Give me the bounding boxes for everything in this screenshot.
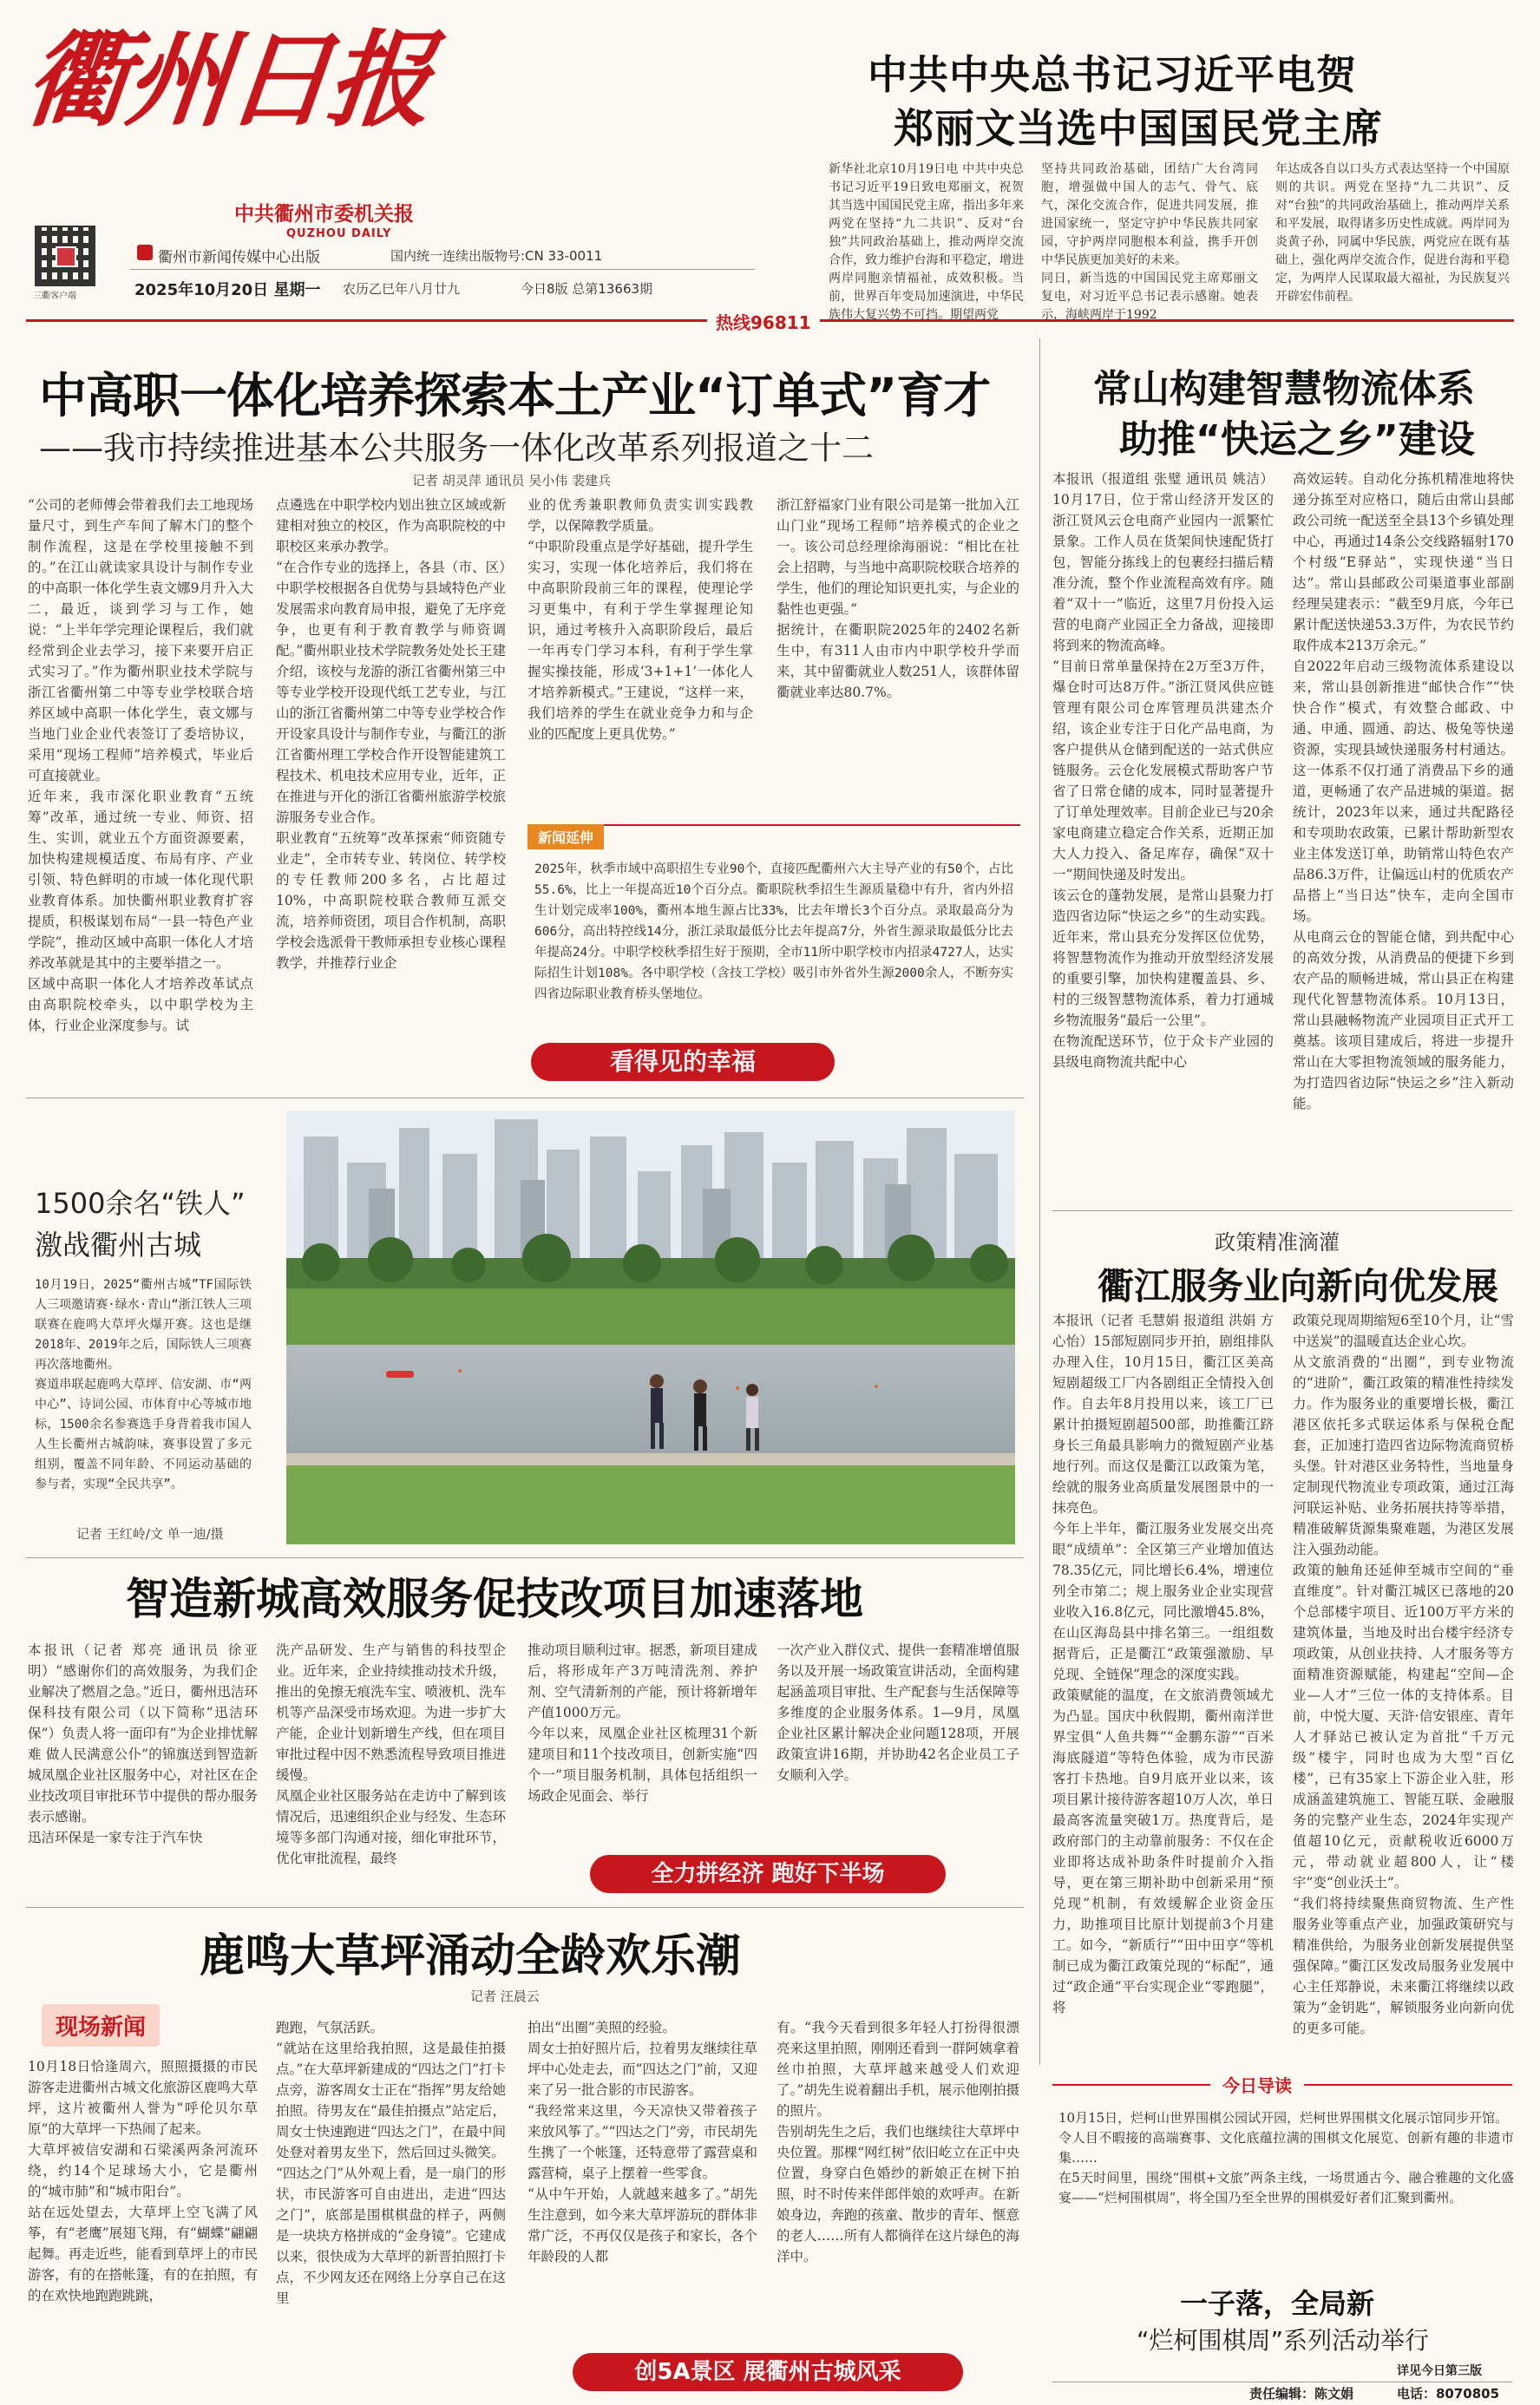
service-headline: 衢江服务业向新向优发展: [1098, 1265, 1499, 1307]
lead-col-3: 年达成各自以口头方式表达坚持一个中国原则的共识。两党在坚持“九二共识”、反对“台独”的共同政治基础上，推动两岸关系和平发展，取得诸多历史性成就。两岸同为炎黄子孙，同属中华民族，两党应在既有基础上，强化两岸交流合作，促进台海和平稳定，为两岸人民谋取最大福祉，为民族复兴开辟宏伟前程。: [1275, 162, 1510, 304]
lawn-col-1: 10月18日恰逢周六，照照摄摄的市民游客走进衢州古城文化旅游区鹿鸣大草坪，这片被衢州人誉为“呼伦贝尔草原”的大草坪一下热闹了起来。 大草坪被信安湖和石梁溪两条河流环绕，约14个足球场大小，它是衢州的“城市肺”和“城市阳台”。 站在远处望去，大草坪上空飞满了风筝，有“老鹰”展翅飞翔，有“蝴蝶”翩翩起舞。再走近些，能看到草坪上的市民游客，有的在搭帐篷，有的在拍照，有的在欢快地跑跑跳跳，: [28, 2059, 258, 2303]
vocational-col-2: 点遴选在中职学校内划出独立区域或新建相对独立的校区，作为高职院校的中职校区来承办教学。 “在合作专业的选择上，各县（市、区）中职学校根据各自优势与县域特色产业发展需求向教育局申报，避免了无序竞争，也更有利于教育教学与师资调配。”衢州职业技术学院教务处处长王建介绍，该校与龙游的浙江省衢州第三中等专业学校开设现代纸工艺专业，与江山的浙江省衢州第二中等专业学校合作开设家具设计与制作专业，与衢江的浙江省衢州理工学校合作开设智能建筑工程技术、机电技术应用专业，近年，正在推进与开化的浙江省衢州旅游学校旅游服务专业合作。 职业教育“五统筹”改革探索“师资随专业走”，全市转专业、转岗位、转学校的专任教师200多名，占比超过10%，中高职院校联合教师互派交流，培养师资团，项目合作机制，高职学校会选派骨干教师承担专业核心课程教学，并推荐行业企: [276, 497, 506, 971]
smart-banner: 全力拼经济 跑好下半场: [590, 1855, 946, 1893]
right-col-divider: [1039, 338, 1040, 2065]
lawn-section-label: 现场新闻: [42, 2004, 160, 2047]
guide-headline-2: “烂柯围棋周”系列活动举行: [1137, 2326, 1430, 2355]
guide-headline-1: 一子落，全局新: [1180, 2287, 1375, 2320]
smart-col-4: 一次产业入群仪式、提供一套精准增值服务以及开展一场政策宣讲活动，全面构建起涵盖项目审批、生产配套与生活保障等多维度的企业服务体系。1—9月，凤凰企业社区累计解决企业问题128项，开展政策宣讲16期，并协助42名企业员工子女顺利入学。: [777, 1642, 1019, 1783]
service-kicker: 政策精准滴灌: [1215, 1230, 1340, 1255]
vocational-headline: 中高职一体化培养探索本土产业“订单式”育才: [39, 368, 991, 423]
vocational-subhead: ——我市持续推进基本公共服务一体化改革系列报道之十二: [39, 429, 874, 467]
logistics-col-1: 本报讯（报道组 张璧 通讯员 姚洁）10月17日，位于常山经济开发区的浙江贤风云仓电商产业园内一派繁忙景象。工作人员在货架间快速配货打包，智能分拣线上的包裹经扫描后精准分流，整个作业流程高效有序。随着“双十一”临近，这里7月份投入运营的电商产业园正全力备战，迎接即将到来的物流高峰。 “目前日常单量保持在2万至3万件，爆仓时可达8万件。”浙江贤风供应链管理有限公司仓库管理员洪建杰介绍，该企业专注于日化产品电商，为客户提供从仓储到配送的一站式供应链服务。云仓化发展模式帮助客户节省了日常仓储的成本，同时显著提升了订单处理效率。目前企业已与20余家电商建立稳定合作关系，近期正加大人力投入、备足库存，确保“双十一”期间快递及时发出。 该云仓的蓬勃发展，是常山县聚力打造四省边际“快运之乡”的生动实践。近年来，常山县充分发挥区位优势，将智慧物流作为推动开放型经济发展的重要引擎，加快构建覆盖县、乡、村的三级智慧物流体系，着力打通城乡物流服务“最后一公里”。 在物流配送环节，位于众卡产业园的县级电商物流共配中心: [1052, 471, 1274, 1070]
masthead-party: 中共衢州市委机关报: [234, 203, 414, 226]
ironman-headline-2: 激战衢州古城: [35, 1229, 202, 1261]
sidebar-text: 2025年，秋季市域中高职招生专业90个，直接匹配衢州六大主导产业的有50个，占比55.6%，比上一年提高近10个百分点。衢职院秋季招生生源质量稳中有升，省内外招生计划完成率100%，衢州本地生源占比33%，比去年增长3个百分点。录取最高分为606分，高出特控线14分，浙江录取最低分比去年提高7分，外省生源录取最低分比去年提高24分。中职学校秋季招生好于预期，全市11所中职学校市内招录4727人，达实际招生计划108%。各中职学校（含技工学校）吸引市外省外生源2000余人，不断夯实四省边际职业教育桥头堡地位。: [534, 862, 1013, 1001]
ironman-byline: 记者 王红岭/文 单一迪/摄: [76, 1526, 224, 1542]
footer-phone: 电话：8070805: [1397, 2386, 1500, 2402]
lawn-col-3: 拍出“出圈”美照的经验。 周女士拍好照片后，拉着男友继续往草坪中心处走去，而“四达之门”前，又迎来了另一批合影的市民游客。 “我经常来这里，今天凉快又带着孩子来放风筝了。”“四达之门”旁，市民胡先生携了一个帐篷，还特意带了露营桌和露营椅，桌子上摆着一些零食。 “从中午开始，人就越来越多了。”胡先生注意到，如今来大草坪游玩的群体非常广泛，不再仅仅是孩子和家长，各个年龄段的人都: [528, 2020, 757, 2264]
masthead-rule: [130, 269, 755, 270]
guide-text: 10月15日，烂柯山世界围棋公园试开园，烂柯世界围棋文化展示馆同步开馆。 令人目不暇接的高端赛事、文化底蕴拉满的围棋文化展览、创新有趣的非遗市集…… 在5天时间里，围绕“围棋+文旅”两条主线，一场贯通古今、融合雅趣的文化盛宴——“烂柯围棋周”，将全国乃至全世界的围棋爱好者们汇聚到衢州。: [1058, 2110, 1514, 2205]
lawn-col-4: 有。“我今天看到很多年轻人打扮得很漂亮来这里拍照，刚刚还看到一群阿姨拿着丝巾拍照，大草坪越来越受人们欢迎了。”胡先生说着翻出手机，展示他刚拍摄的照片。 告别胡先生之后，我们也继续往大草坪中央位置。那棵“网红树”依旧屹立在正中央位置，身穿白色婚纱的新娘正在树下拍照，时不时传来伴郎伴娘的欢呼声。在新娘身边，奔跑的孩童、散步的青年、惬意的老人……所有人都徜徉在这片绿色的海洋中。: [777, 2020, 1019, 2264]
lawn-headline: 鹿鸣大草坪涌动全龄欢乐潮: [200, 1930, 742, 1982]
masthead: [19, 16, 460, 380]
lawn-banner: 创5A景区 展衢州古城风采: [573, 2353, 963, 2391]
section-rule-2: [1052, 1210, 1512, 1211]
lawn-col-2: 跑跑，气氛活跃。 “就站在这里给我拍照，这是最佳拍摄点。”在大草坪新建成的“四达之门”打卡点旁，游客周女士正在“指挥”男友给她拍照。待男友在“最佳拍摄点”站定后，周女士快速跑进“四达之门”，在最中间处登对着男友坐下，然后回过头微笑。 “四达之门”从外观上看，是一扇门的形状，市民游客可自由进出，走进“四达之门”，底部是围棋棋盘的样子，两侧是一块块方格拼成的“金身镜”。它建成以来，很快成为大草坪的新晋拍照打卡点，不少网友还在网络上分享自己在这里: [276, 2020, 506, 2306]
lunar-date: 农历乙巳年八月廿九: [343, 281, 461, 297]
service-col-2: 政策兑现周期缩短6至10个月，让“雪中送炭”的温暖直达企业心坎。 从文旅消费的“出圈”，到专业物流的“进阶”，衢江政策的精准性持续发力。作为服务业的重要增长极，衢江港区依托多式联运体系与保税仓配套，正加速打造四省边际物流商贸桥头堡。针对港区业务特性，当地量身定制现代物流业专项政策，通过江海河联运补贴、业务拓展扶持等举措，精准破解货源集聚难题，为港区发展注入强劲动能。 政策的触角还延伸至城市空间的“垂直维度”。针对衢江城区已落地的20个总部楼宇项目、近100万平方米的建筑体量，当地及时出台楼宇经济专项政策，从创业扶持、人才服务等方面精准资源赋能，构建起“空间—企业—人才”三位一体的支持体系。目前，中悦大厦、天浒·信安银座、青年人才驿站已被认定为首批“千万元级”楼宇，同时也成为大型“百亿楼”，已有35家上下游企业入驻，形成涵盖建筑施工、智能互联、金融服务的完整产业生态，2024年实现产值超10亿元，贡献税收近6000万元，带动就业超800人，让“楼宇”变“创业沃土”。 “我们将持续聚焦商贸物流、生产性服务业等重点产业，加强政策研究与精准供给，为服务业创新发展提供坚强保障。”衢江区发改局服务业发展中心主任郑静说，未来衢江将继续以政策为“金钥匙”，解锁服务业向新向优的更多可能。: [1293, 1313, 1514, 2036]
lead-col-2: 坚持共同政治基础，团结广大台湾同胞，增强做中国人的志气、骨气、底气，深化交流合作，促进共同发展，推进国家统一，坚定守护中华民族共同家园，守护两岸同胞根本利益，携手开创中华民族更加美好的未来。 同日，新当选的中国国民党主席郑丽文复电，对习近平总书记表示感谢。她表示，海峡两岸于1992: [1041, 162, 1258, 322]
sidebar-title: 新闻延伸: [528, 824, 604, 849]
footer-editor: 责任编辑：陈文娟: [1249, 2386, 1354, 2402]
lawn-byline: 记者 汪晨云: [470, 1989, 540, 2004]
smart-headline: 智造新城高效服务促技改项目加速落地: [126, 1574, 863, 1624]
vocational-col-3: 业的优秀兼职教师负责实训实践教学，以保障教学质量。 “中职阶段重点是学好基础，提升学生实习，实现一体化培养后，我们将在中高职阶段前三年的课程，使理论学习更集中，有利于学生掌握理论知识，通过考核升入高职阶段后，最后一年再专门学习本科，有利于学生掌握实操技能，形成‘3+1+1’一体化人才培养新模式。”王建说，“这样一来，我们培养的学生在就业竞争力和与企业的匹配度上更具优势。”: [528, 497, 753, 742]
lead-headline-2: 郑丽文当选中国国民党主席: [894, 105, 1383, 152]
issue-pages: 今日8版 总第13663期: [521, 281, 653, 297]
masthead-title: 衢州日报: [19, 19, 436, 141]
section-rule-4: [26, 1907, 1024, 1908]
publisher-logo-icon: [137, 245, 153, 260]
publisher: 衢州市新闻传媒中心出版: [158, 249, 320, 266]
masthead-pinyin: QUZHOU DAILY: [286, 227, 392, 240]
issue-date: 2025年10月20日 星期一: [134, 281, 321, 299]
lead-headline-1: 中共中央总书记习近平电贺: [868, 51, 1357, 98]
vocational-banner: 看得见的幸福: [531, 1043, 835, 1081]
ironman-text: 10月19日，2025“衢州古城”TF国际铁人三项邀请赛·绿水·青山“浙江铁人三项联赛在鹿鸣大草坪火爆开赛。这也是继2018年、2019年之后，国际铁人三项赛再次落地衢州。 赛道串联起鹿鸣大草坪、信安湖、市“两中心”、诗词公园、市体育中心等城市地标，1500余名参赛选手身背着我市国人人生长衢州古城韵味，赛事设置了多元组别，覆盖不同年龄、不同运动基础的参与者，实现“全民共享”。: [35, 1278, 252, 1491]
qr-label: 三衢客户端: [33, 292, 76, 301]
hotline: 热线96811: [707, 309, 820, 334]
vocational-col-4: 浙江舒福家门业有限公司是第一批加入江山门业“现场工程师”培养模式的企业之一。该公司总经理徐海丽说：“相比在社会上招聘，与当地中高职院校联合培养的学生，他们的理论知识更扎实，与企业的黏性也更强。” 据统计，在衢职院2025年的2402名新生中，有311人由市内中职学校升学而来，其中留衢就业人数251人，该群体留衢就业率达80.7%。: [777, 497, 1019, 700]
logistics-headline-2: 助推“快运之乡”建设: [1119, 417, 1475, 462]
service-col-1: 本报讯（记者 毛慧娟 报道组 洪娟 方心怡）15部短剧同步开拍，剧组排队办理入住，10月15日，衢江区美高短剧超级工厂内各剧组正全情投入创作。自去年8月投用以来，该工厂已累计拍摄短剧超500部，助推衢江跻身长三角最具影响力的微短剧产业基地行列。而这仅是衢江以政策为笔，绘就的服务业高质量发展图景中的一抹亮色。 今年上半年，衢江服务业发展交出亮眼“成绩单”：全区第三产业增加值达78.35亿元，同比增长6.4%，增速位列全市第二；规上服务业企业实现营业收入16.8亿元，同比激增45.8%，在山区海岛县中排名第三。一组组数据背后，正是衢江“政策强激励、早兑现、全链保”理念的深度实践。 政策赋能的温度，在文旅消费领域尤为凸显。国庆中秋假期，衢州南洋世界宝俱“人鱼共舞”“金鹏东游”“百米海底隧道”等特色体验，成为市民游客打卡热地。自9月底开业以来，该项目累计接待游客超10万人次，单日最高客流量突破1万。热度背后，是政府部门的主动靠前服务：不仅在企业即将达成补助条件时提前介入指导，更在第三期补助中创新采用“预兑现”机制，有效缓解企业资金压力，助推项目比原计划提前3个月建工。如今，“新质行”“田中田亨”等机制已成为衢江政策兑现的“标配”，通过“政企通”平台实现企业“零跑腿”，将: [1052, 1313, 1274, 2015]
triathlon-photo: [286, 1111, 1015, 1544]
logistics-col-2: 高效运转。自动化分拣机精准地将快递分拣至对应格口，随后由常山县邮政公司统一配送至全县13个乡镇处理中心，再通过14条公交线路辐射170个村级“E驿站”，实现快递“当日达”。常山县邮政公司渠道事业部副经理吴建表示：“截至9月底，今年已累计配送快递53.3万件，为农民节约取件成本213万余元。” 自2022年启动三级物流体系建设以来，常山县创新推进“邮快合作”“快快合作”模式，有效整合邮政、中通、申通、圆通、韵达、极兔等快递资源，实现县域快递服务村村通达。这一体系不仅打通了消费品下乡的通道，更畅通了农产品进城的渠道。据统计，2023年以来，通过共配路径和专项助农政策，已累计帮助新型农业主体发送订单，助销常山特色农产品86.3万件，让偏远山村的优质农产品搭上“当日达”快车，走向全国市场。 从电商云仓的智能仓储，到共配中心的高效分拨，从消费品的便捷下乡到农产品的顺畅进城，常山县正在构建现代化智慧物流体系。10月13日，常山县融畅物流产业园项目正式开工奠基。该项目建成后，将进一步提升常山在大零担物流领域的服务能力，为打造四省边际“快运之乡”注入新动能。: [1293, 471, 1514, 1111]
ironman-headline-1: 1500余名“铁人”: [35, 1187, 246, 1220]
smart-col-3: 推动项目顺利过审。据悉，新项目建成后，将形成年产3万吨清洗剂、养护剂、空气清新剂的产能，预计将新增年产值1000万元。 今年以来，凤凰企业社区梳理31个新建项目和11个技改项目，创新实施“四个一”项目服务机制，具体包括组织一场政企见面会、举行: [528, 1642, 757, 1804]
vocational-sidebar: [528, 824, 1020, 1069]
smart-col-1: 本报讯（记者 郑亮 通讯员 徐亚明）“感谢你们的高效服务，为我们企业解决了燃眉之急。”近日，衢州迅洁环保科技有限公司（以下简称“迅洁环保”）负责人将一面印有“为企业排忧解难 做人民满意公仆”的锦旗送到智造新城凤凰企业社区服务中心，对社区在企业技改项目审批环节中提供的帮办服务表示感谢。 迅洁环保是一家专注于汽车快: [28, 1642, 258, 1845]
lead-col-1: 新华社北京10月19日电 中共中央总书记习近平19日致电郑丽文，祝贺其当选中国国民党主席，指出多年来两党在坚持“九二共识”、反对“台独”共同政治基础上，推动两岸交流合作，致力维护台海和平稳定，增进两岸同胞亲情福祉，成效积极。当前，世界百年变局加速演进，中华民族伟大复兴势不可挡。期望两党: [829, 162, 1024, 322]
section-rule-3: [26, 1557, 1024, 1558]
logistics-headline-1: 常山构建智慧物流体系: [1093, 367, 1475, 411]
qr-code[interactable]: [35, 226, 95, 286]
vocational-col-1: “公司的老师傅会带着我们去工地现场量尺寸，到生产车间了解木门的整个制作流程，这是在学校里接触不到的。”在江山就读家具设计与制作专业的中高职一体化学生袁文娜9月升入大二，最近，谈到学习与工作，她说：“上半年学完理论课程后，我们就经常到企业去学习，接下来要开启正式实习了。”作为衢州职业技术学院与浙江省衢州第二中等专业学校联合培养区域中高职一体化学生，袁文娜与当地门业企业代表签订了委培协议，采用“现场工程师”培养模式，毕业后可直接就业。 近年来，我市深化职业教育“五统筹”改革，通过统一专业、师资、招生、实训，就业五个方面资源要素，加快构建规模适度、布局有序、产业引领、特色鲜明的市域一体化现代职业教育体系。加快衢州职业教育扩容提质，积极谋划布局“一县一特色产业学院”，推动区域中高职一体化人才培养改革就是其中的主要举措之一。 区域中高职一体化人才培养改革试点由高职院校牵头，以中职学校为主体，行业企业深度参与。试: [28, 497, 253, 1033]
smart-col-2: 洗产品研发、生产与销售的科技型企业。近年来，企业持续推动技术升级，推出的免擦无痕洗车宝、喷液机、洗车机等产品深受市场欢迎。为进一步扩大产能，企业计划新增生产线，但在项目审批过程中因不熟悉流程导致项目推进缓慢。 凤凰企业社区服务站在走访中了解到该情况后，迅速组织企业与经发、生态环境等多部门沟通对接，细化审批环节，优化审批流程，最终: [276, 1642, 506, 1866]
guide-title: 今日导读: [1210, 2072, 1304, 2097]
guide-see-more[interactable]: 详见今日第三版: [1397, 2364, 1482, 2378]
cn-number: 国内统一连续出版物号:CN 33-0011: [390, 248, 603, 264]
vocational-byline: 记者 胡灵萍 通讯员 吴小伟 裴建兵: [412, 473, 612, 488]
